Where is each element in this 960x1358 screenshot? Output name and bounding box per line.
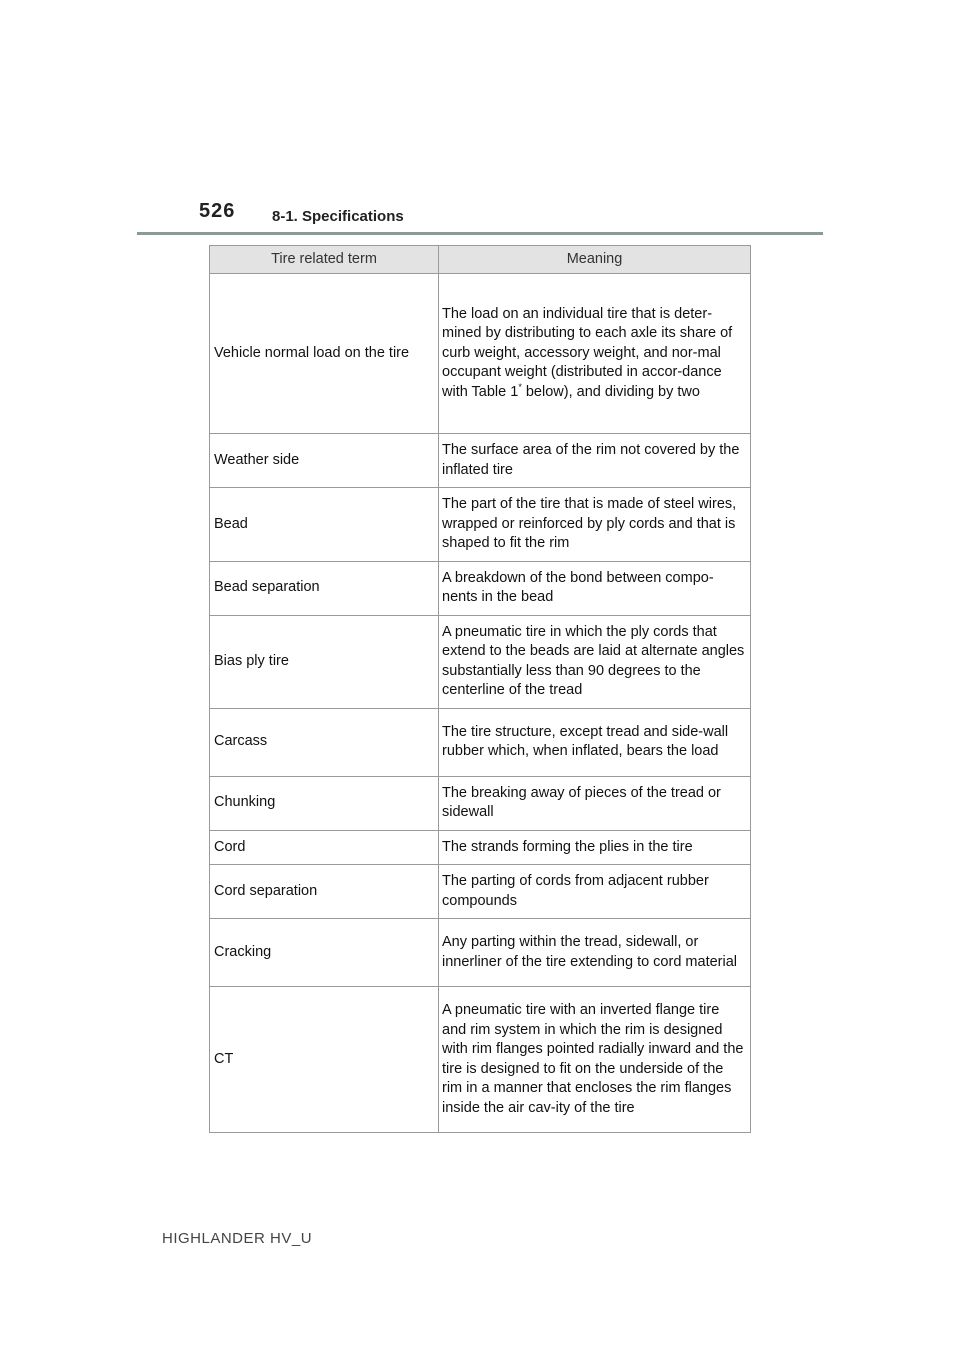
tire-terms-table: [209, 245, 751, 1133]
meaning-cell: A pneumatic tire in which the ply cords that extend to the beads are laid at alternate angles substantially less than 90 degrees to the centerline of the tread: [439, 615, 751, 708]
term-cell: Weather side: [210, 434, 439, 488]
meaning-cell: The part of the tire that is made of steel wires, wrapped or reinforced by ply cords and that is shaped to fit the rim: [439, 488, 751, 562]
footnote-marker: *: [518, 381, 522, 392]
header-rule: [137, 232, 823, 235]
table-row: [210, 488, 751, 562]
term-cell: Chunking: [210, 776, 439, 830]
section-title: 8-1. Specifications: [272, 208, 404, 225]
term-cell: CT: [210, 987, 439, 1133]
meaning-cell: The parting of cords from adjacent rubber compounds: [439, 865, 751, 919]
table-row: [210, 776, 751, 830]
table-row: [210, 615, 751, 708]
term-cell: Vehicle normal load on the tire: [210, 274, 439, 434]
table-row: [210, 865, 751, 919]
table-row: [210, 708, 751, 776]
table-header-row: [210, 246, 751, 274]
meaning-text: The load on an individual tire that is deter-mined by distributing to each axle its share of curb weight, accessory weight, and nor-mal occupant weight (distributed in accor-dance with Table 1: [442, 305, 733, 400]
table-row: [210, 987, 751, 1133]
term-cell: Cord: [210, 830, 439, 865]
table-row: [210, 830, 751, 865]
table-row: [210, 561, 751, 615]
meaning-text: below), and dividing by two: [521, 383, 700, 400]
meaning-cell: A pneumatic tire with an inverted flange tire and rim system in which the rim is designed with rim flanges pointed radially inward and the tire is designed to fit on the underside of the rim in a manner that encloses the rim flanges inside the air cav-ity of the tire: [439, 987, 751, 1133]
meaning-cell: [439, 274, 751, 434]
meaning-cell: The breaking away of pieces of the tread or sidewall: [439, 776, 751, 830]
term-cell: Bead separation: [210, 561, 439, 615]
term-cell: Cracking: [210, 919, 439, 987]
table-row: [210, 274, 751, 434]
meaning-cell: The surface area of the rim not covered by the inflated tire: [439, 434, 751, 488]
column-header-meaning: Meaning: [439, 246, 751, 274]
meaning-cell: A breakdown of the bond between compo-nents in the bead: [439, 561, 751, 615]
meaning-cell: Any parting within the tread, sidewall, or innerliner of the tire extending to cord material: [439, 919, 751, 987]
table-row: [210, 919, 751, 987]
meaning-cell: The strands forming the plies in the tire: [439, 830, 751, 865]
term-cell: Cord separation: [210, 865, 439, 919]
footer-model-name: HIGHLANDER HV_U: [162, 1230, 313, 1247]
term-cell: Bias ply tire: [210, 615, 439, 708]
term-cell: Bead: [210, 488, 439, 562]
term-cell: Carcass: [210, 708, 439, 776]
column-header-term: Tire related term: [210, 246, 439, 274]
table-row: [210, 434, 751, 488]
page-number: 526: [199, 200, 236, 222]
meaning-cell: The tire structure, except tread and side-wall rubber which, when inflated, bears the load: [439, 708, 751, 776]
